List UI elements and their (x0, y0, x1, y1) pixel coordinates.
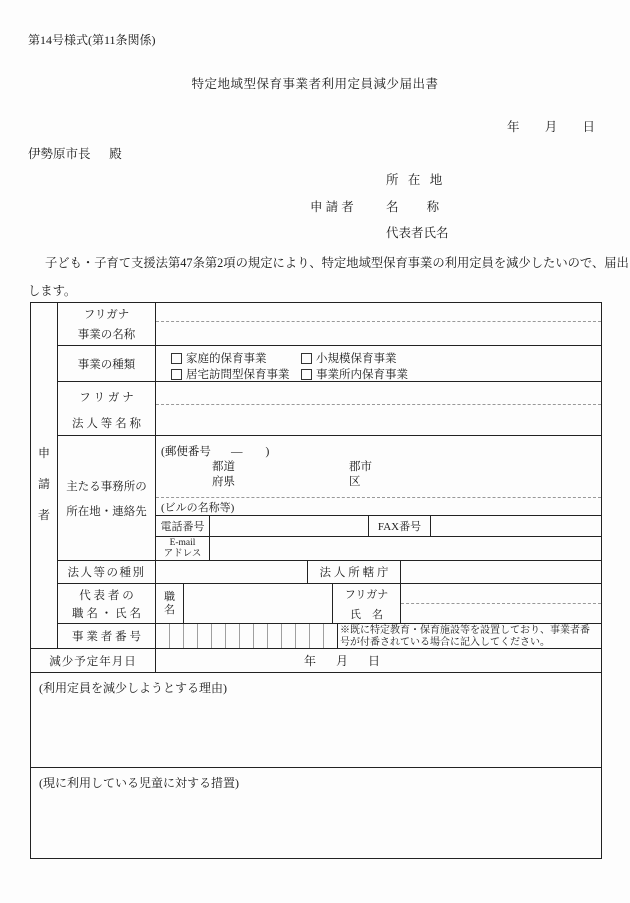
jurisdiction-input-area[interactable] (401, 561, 601, 584)
decrease-date-input-area[interactable] (156, 649, 601, 673)
phone-input-area[interactable] (210, 516, 369, 537)
business-number-box[interactable] (323, 624, 337, 648)
building-name-label: (ビルの名称等) (161, 501, 235, 514)
business-number-box[interactable] (253, 624, 267, 648)
business-number-box[interactable] (225, 624, 239, 648)
applicant-label: 申 請 者 (310, 200, 354, 214)
postal-code-label: (郵便番号 — ) (161, 446, 270, 458)
checkbox-option-home-visit[interactable]: 居宅訪問型保育事業 (171, 366, 290, 382)
email-label-line1: E-mail (169, 537, 196, 548)
intro-text-line1: 子ども・子育て支援法第47条第2項の規定により、特定地域型保育事業の利用定員を減少したいので、届出 (45, 256, 629, 270)
applicant-representative-label: 代表者氏名 (386, 226, 449, 240)
business-number-box[interactable] (156, 624, 169, 648)
jurisdiction-label: 法 人 所 轄 庁 (308, 561, 401, 584)
job-title-label-cell (156, 584, 184, 624)
business-number-boxes (156, 624, 338, 649)
checkbox-option-workplace[interactable]: 事業所内保育事業 (301, 366, 408, 382)
form-table (30, 302, 602, 859)
decrease-year-label: 年 (304, 654, 317, 668)
business-type-label: 事業の種類 (58, 346, 156, 382)
business-number-box[interactable] (211, 624, 225, 648)
address-input-area[interactable] (156, 436, 601, 498)
form-number: 第14号様式(第11条関係) (28, 33, 156, 47)
email-label-line2: アドレス (163, 548, 202, 559)
business-number-box[interactable] (239, 624, 253, 648)
business-name-label: 事業の名称 (77, 329, 136, 341)
business-number-box[interactable] (295, 624, 309, 648)
date-day-label: 日 (582, 120, 595, 134)
checkbox-icon[interactable] (171, 353, 182, 364)
business-number-box[interactable] (309, 624, 323, 648)
office-address-label-cell (58, 436, 156, 561)
rep-name-label-cell (333, 584, 401, 624)
corp-type-label: 法人等の種別 (58, 561, 156, 584)
fax-input-area[interactable] (431, 516, 601, 537)
rep-name-input-area[interactable] (401, 584, 601, 624)
applicant-name-label: 名 称 (386, 200, 440, 214)
phone-label: 電話番号 (156, 516, 210, 537)
email-label-cell (156, 537, 210, 561)
furigana-divider (156, 404, 601, 405)
business-number-box[interactable] (183, 624, 197, 648)
intro-text-line2: します。 (28, 284, 77, 298)
business-number-box[interactable] (197, 624, 211, 648)
decrease-month-label: 月 (336, 654, 349, 668)
measures-label: (現に利用している児童に対する措置) (39, 776, 239, 790)
rep-furigana-label: フリガナ (344, 588, 389, 601)
page-title: 特定地域型保育事業者利用定員減少届出書 (191, 77, 439, 91)
business-number-box[interactable] (281, 624, 295, 648)
job-title-label: 職名 (164, 590, 175, 616)
corp-name-label: 法 人 等 名 称 (72, 418, 141, 430)
city-ward-label: 郡市 区 (349, 461, 372, 488)
rep-name-label: 氏 名 (350, 608, 383, 621)
checkbox-icon[interactable] (171, 369, 182, 380)
business-number-note: ※既に特定教育・保育施設等を設置しており、事業者番号が付番されている場合に記入してください。 (338, 624, 601, 649)
date-line (507, 117, 595, 135)
business-name-label-cell (58, 303, 156, 346)
office-label-line2: 所在地・連絡先 (66, 505, 147, 518)
prefecture-label: 都道 府県 (212, 461, 235, 488)
business-name-input-area[interactable] (156, 303, 601, 346)
furigana-divider (401, 603, 601, 604)
furigana-label: フリガナ (83, 309, 130, 321)
furigana-divider (156, 321, 601, 322)
corporation-name-label-cell (58, 382, 156, 436)
addressee: 伊勢原市長 殿 (28, 147, 122, 161)
business-type-options-cell (156, 346, 601, 382)
building-name-input-area[interactable] (156, 498, 601, 516)
decrease-date-label: 減少予定年月日 (31, 649, 156, 673)
date-month-label: 月 (544, 120, 558, 134)
corp-furigana-label: フ リ ガ ナ (79, 392, 134, 404)
reason-label: (利用定員を減少しようとする理由) (39, 681, 227, 695)
job-title-input-area[interactable] (184, 584, 333, 624)
applicant-address-label: 所 在 地 (386, 173, 443, 187)
corporation-name-input-area[interactable] (156, 382, 601, 436)
date-year-label: 年 (507, 120, 520, 134)
checkbox-option-small-scale[interactable]: 小規模保育事業 (301, 350, 397, 366)
office-label-line1: 主たる事務所の (66, 480, 147, 493)
checkbox-icon[interactable] (301, 369, 312, 380)
rep-label-line1: 代 表 者 の (79, 589, 134, 602)
rep-label-line2: 職 名 ・ 氏 名 (72, 607, 141, 620)
checkbox-option-family-daycare[interactable]: 家庭的保育事業 (171, 350, 267, 366)
email-input-area[interactable] (210, 537, 601, 561)
representative-label-cell (58, 584, 156, 624)
corp-type-input-area[interactable] (156, 561, 308, 584)
fax-label: FAX番号 (369, 516, 431, 537)
checkbox-icon[interactable] (301, 353, 312, 364)
decrease-day-label: 日 (368, 654, 381, 668)
measures-input-area[interactable] (31, 768, 601, 858)
business-number-label: 事 業 者 番 号 (58, 624, 156, 649)
business-number-box[interactable] (267, 624, 281, 648)
applicant-section-label: 申請者 (31, 303, 58, 649)
business-number-box[interactable] (169, 624, 183, 648)
reason-input-area[interactable] (31, 673, 601, 768)
